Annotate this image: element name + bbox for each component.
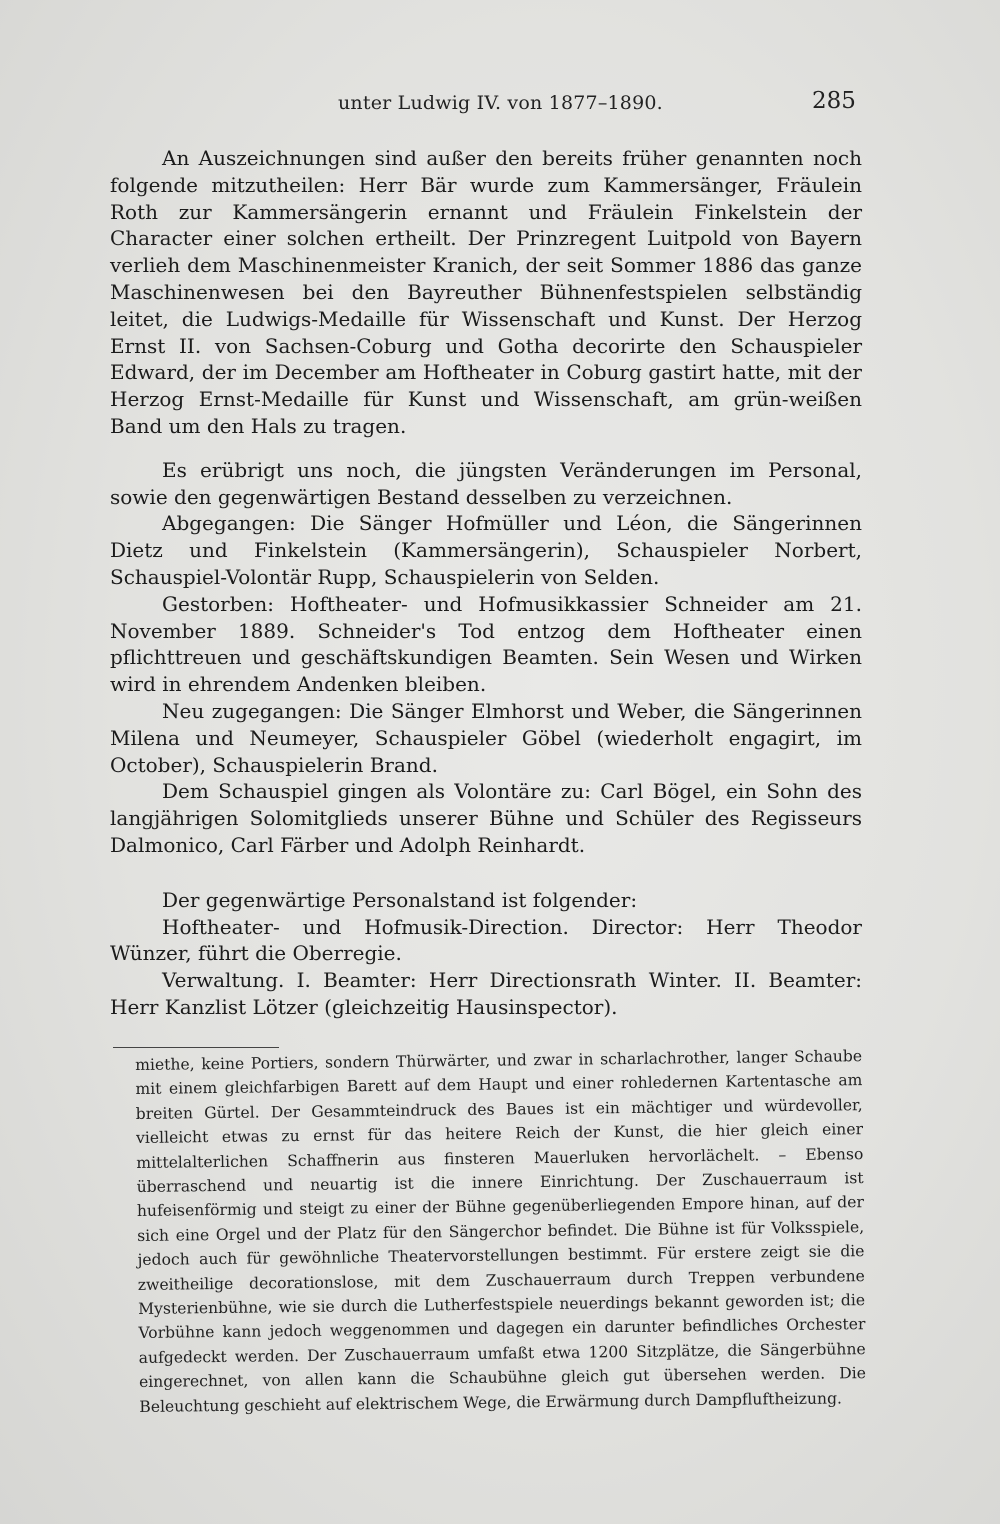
- paragraph-departed: Abgegangen: Die Sänger Hofmüller und Léon, die Sängerinnen Dietz und Finkelstein (Kammersängerin), Schauspieler Norbert, Schauspiel-Volontär Rupp, Schauspielerin von Selden.: [110, 511, 862, 589]
- running-title: unter Ludwig IV. von 1877–1890.: [338, 92, 663, 114]
- footnote-divider: [113, 1047, 279, 1048]
- paragraph-awards: An Auszeichnungen sind außer den bereits früher genannten noch folgende mitzutheilen: Herr Bär wurde zum Kammersänger, Fräulein Roth zur Kammersängerin ernannt und Fräulein Finkelstein der Character einer solchen ertheilt. Der Prinzregent Luitpold von Bayern verlieh dem Maschinenmeister Kranich, der seit Sommer 1886 das ganze Maschinenwesen bei den Bayreuther Bühnenfestspielen selbständig leitet, die Ludwigs-Medaille für Wissenschaft und Kunst. Der Herzog Ernst II. von Sachsen-Coburg und Gotha decorirte den Schauspieler Edward, der im December am Hoftheater in Coburg gastirt hatte, mit der Herzog Ernst-Medaille für Kunst und Wissenschaft, am grün-weißen Band um den Hals zu tragen.: [110, 146, 862, 438]
- page-number: 285: [812, 88, 856, 114]
- paragraph-volunteers: Dem Schauspiel gingen als Volontäre zu: Carl Bögel, ein Sohn des langjährigen Solomitglieds unserer Bühne und Schüler des Regisseurs Dalmonico, Carl Färber und Adolph Reinhardt.: [110, 779, 862, 857]
- footnote: miethe, keine Portiers, sondern Thürwärter, und zwar in scharlachrother, langer Schaube mit einem gleichfarbigen Barett auf dem Haupt und einer rohledernen Kartentasche am breiten Gürtel. Der Gesammteindruck des Baues ist ein mächtiger und würdevoller, vielleicht etwas zu ernst für das heitere Reich der Kunst, die hier gleich einer mittelalterlichen Schaffnerin aus finsteren Mauerluken hervorlächelt. – Ebenso überraschend und neuartig ist die innere Einrichtung. Der Zuschauerraum ist hufeisenförmig und steigt zu einer der Bühne gegenüberliegenden Empore hinan, auf der sich eine Orgel und der Platz für den Sängerchor befindet. Die Bühne ist für Volksspiele, jedoch auch für gewöhnliche Theatervorstellungen bestimmt. Für erstere zeigt sie die zweitheilige decorationslose, mit dem Zuschauerraum durch Treppen verbundene Mysterienbühne, wie sie durch die Lutherfestspiele neuerdings bekannt geworden ist; die Vorbühne kann jedoch weggenommen und dagegen ein darunter befindliches Orchester aufgedeckt werden. Der Zuschauerraum umfaßt etwa 1200 Sitzplätze, die Sängerbühne eingerechnet, von allen kann die Schaubühne gleich gut übersehen werden. Die Beleuchtung geschieht auf elektrischem Wege, die Erwärmung durch Dampfluftheizung.: [135, 1047, 867, 1416]
- paragraph-personnel-intro: Es erübrigt uns noch, die jüngsten Veränderungen im Personal, sowie den gegenwärtigen Bestand desselben zu verzeichnen.: [110, 457, 862, 509]
- main-text: [110, 145, 862, 1021]
- paragraph-deceased: Gestorben: Hoftheater- und Hofmusikkassier Schneider am 21. November 1889. Schneider's Tod entzog dem Hoftheater einen pflichttreuen und geschäftskundigen Beamten. Sein Wesen und Wirken wird in ehrendem Andenken bleiben.: [110, 591, 862, 697]
- paragraph-staff-heading: Der gegenwärtige Personalstand ist folgender:: [162, 887, 638, 912]
- paragraph-administration: Verwaltung. I. Beamter: Herr Directionsrath Winter. II. Beamter: Herr Kanzlist Lötzer (gleichzeitig Hausinspector).: [110, 968, 862, 1019]
- paragraph-new-arrivals: Neu zugegangen: Die Sänger Elmhorst und Weber, die Sängerinnen Milena und Neumeyer, Schauspieler Göbel (wiederholt engagirt, im October), Schauspielerin Brand.: [110, 698, 862, 777]
- paragraph-direction: Hoftheater- und Hofmusik-Direction. Director: Herr Theodor Wünzer, führt die Oberregie.: [110, 914, 862, 966]
